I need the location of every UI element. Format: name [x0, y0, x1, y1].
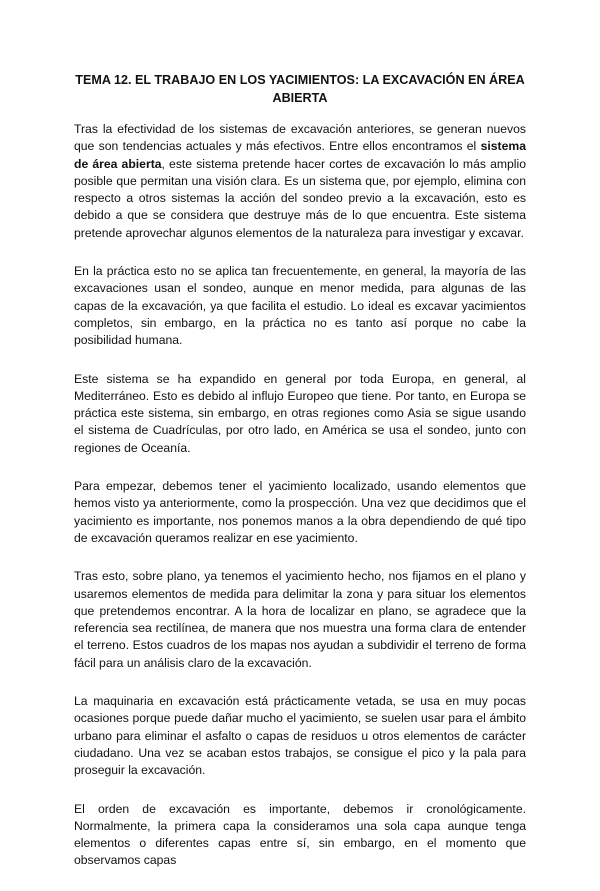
paragraph-4: Para empezar, debemos tener el yacimiento localizado, usando elementos que hemos visto ya anteriormente, como la prospección. Una vez que decidimos que el yacimiento es importante, nos ponemos manos a la obra dependiendo de qué tipo de excavación queramos realizar en ese yacimiento.	[74, 479, 526, 545]
paragraph-5: Tras esto, sobre plano, ya tenemos el yacimiento hecho, nos fijamos en el plano y usaremos elementos de medida para delimitar la zona y para situar los elementos que pretendemos encontrar. A la hora de localizar en plano, se agradece que la referencia sea rectilínea, de manera que nos muestra una forma clara de entender el terreno. Estos cuadros de los mapas nos ayudan a subdividir el terreno de forma fácil para un análisis claro de la excavación.	[74, 569, 526, 670]
paragraph-1-text-end: , este sistema pretende hacer cortes de excavación lo más amplio posible que permitan una visión clara. Es un sistema que, por ejemplo, elimina con respecto a otros sistemas la acción del sondeo previo a la excavación, esto es debido a que se considera que destruye más de lo que encuentra. Este sistema pretende aprovechar algunos elementos de la naturaleza para investigar y excavar.	[74, 156, 526, 240]
document-body	[74, 121, 526, 891]
paragraph-7: El orden de excavación es importante, debemos ir cronológicamente. Normalmente, la primera capa la consideramos una sola capa aunque tenga elementos o diferentes capas entre sí, sin embargo, en el momento que observamos capas	[74, 801, 526, 868]
paragraph-3: Este sistema se ha expandido en general por toda Europa, en general, al Mediterráneo. Esto es debido al influjo Europeo que tiene. Por tanto, en Europa se práctica este sistema, sin embargo, en otras regiones como Asia se sigue usando el sistema de Cuadrículas, por otro lado, en América se usa el sondeo, junto con regiones de Oceanía.	[74, 371, 526, 455]
document-title: TEMA 12. EL TRABAJO EN LOS YACIMIENTOS: LA EXCAVACIÓN EN ÁREA ABIERTA	[75, 73, 525, 105]
paragraph-6: La maquinaria en excavación está prácticamente vetada, se usa en muy pocas ocasiones porque puede dañar mucho el yacimiento, se suelen usar para el ámbito urbano para eliminar el asfalto o capas de residuos u otros elementos de carácter ciudadano. Una vez se acaban estos trabajos, se consigue el pico y la pala para proseguir la excavación.	[74, 694, 526, 778]
paragraph-1-text-start: Tras la efectividad de los sistemas de excavación anteriores, se generan nuevos que son tendencias actuales y más efectivos. Entre ellos encontramos el	[74, 122, 526, 154]
paragraph-1	[74, 121, 526, 242]
bold-term-sistema-area-abierta: sistema de área abierta	[74, 139, 526, 171]
paragraph-2: En la práctica esto no se aplica tan frecuentemente, en general, la mayoría de las excavaciones usan el sondeo, aunque en menor medida, para algunas de las capas de la excavación, ya que facilita el estudio. Lo ideal es excavar yacimientos completos, sin embargo, en la práctica no es tanto así porque no cabe la posibilidad humana.	[74, 264, 526, 348]
